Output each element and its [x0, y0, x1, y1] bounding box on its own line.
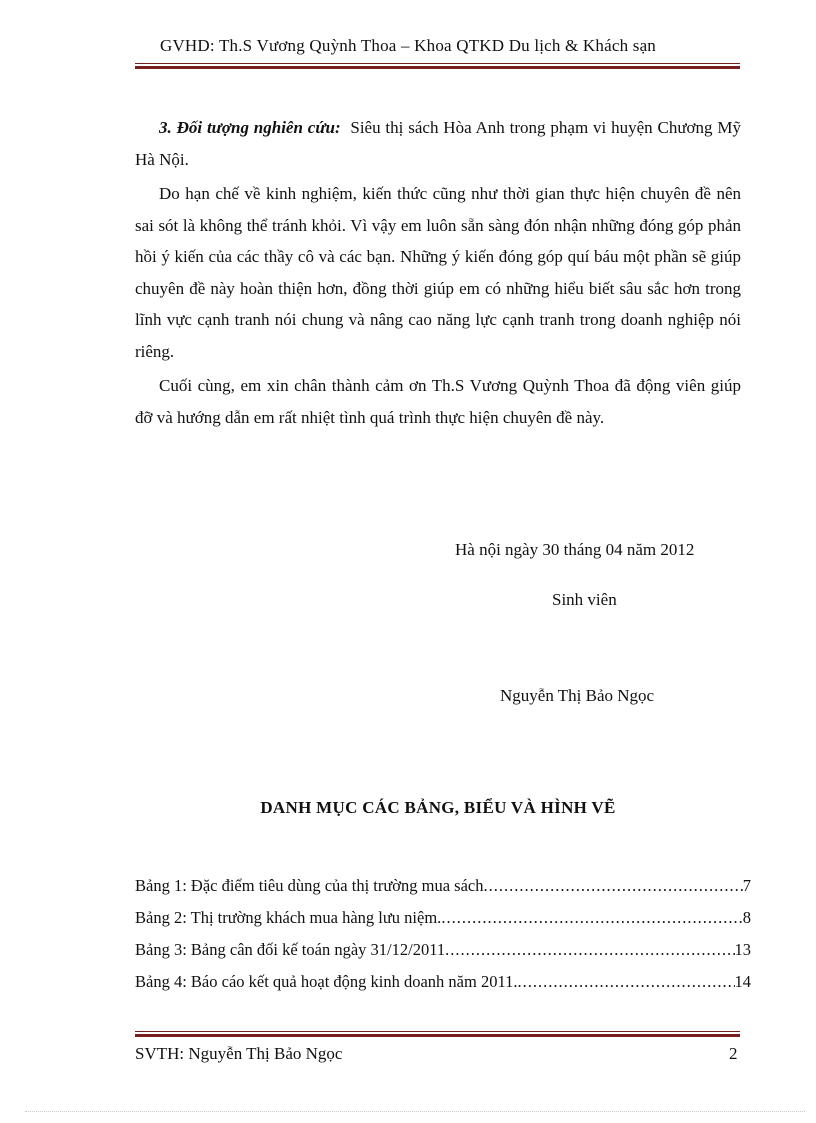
research-subject-paragraph: [135, 112, 741, 175]
page-header: GVHD: Th.S Vương Quỳnh Thoa – Khoa QTKD Du lịch & Khách sạn: [159, 36, 657, 55]
toc-item[interactable]: [135, 876, 751, 908]
toc-item-page: 14: [734, 972, 751, 991]
toc-item-page: 8: [742, 908, 751, 927]
header-divider: [135, 63, 740, 69]
signature-date: Hà nội ngày 30 tháng 04 năm 2012: [455, 540, 695, 559]
toc-item[interactable]: [135, 972, 751, 1004]
toc-item[interactable]: [135, 908, 751, 940]
toc-item-label: Bảng 2: Thị trường khách mua hàng lưu niệm.: [135, 908, 442, 927]
footer-author: SVTH: Nguyễn Thị Bảo Ngọc: [135, 1044, 343, 1063]
signature-name: Nguyễn Thị Bảo Ngọc: [500, 686, 655, 705]
toc-item-page: 7: [742, 876, 751, 895]
limitations-paragraph: Do hạn chế về kinh nghiệm, kiến thức cũng như thời gian thực hiện chuyên đề nên sai sót là không thể tránh khỏi. Vì vậy em luôn sẵn sàng đón nhận những đóng góp phản hồi ý kiến của các thầy cô và các bạn. Những ý kiến đóng góp quí báu một phần sẽ giúp chuyên đề này hoàn thiện hơn, đồng thời giúp em có những hiểu biết sâu sắc hơn trong lĩnh vực cạnh tranh nói chung và nâng cao năng lực cạnh tranh trong doanh nghiệp nói riêng.: [135, 184, 741, 361]
toc-item-label: Bảng 1: Đặc điểm tiêu dùng của thị trường mua sách: [135, 876, 484, 895]
toc-title: DANH MỤC CÁC BẢNG, BIỂU VÀ HÌNH VẼ: [260, 798, 616, 817]
toc-item-label: Bảng 4: Báo cáo kết quả hoạt động kinh doanh năm 2011.: [135, 972, 518, 991]
body-text: [135, 112, 741, 436]
toc-item-page: 13: [734, 940, 751, 959]
signature-role: Sinh viên: [552, 590, 617, 609]
acknowledgement-paragraph: Cuối cùng, em xin chân thành cảm ơn Th.S Vương Quỳnh Thoa đã động viên giúp đỡ và hướng dẫn em rất nhiệt tình quá trình thực hiện chuyên đề này.: [135, 376, 741, 427]
research-subject-text: Siêu thị sách Hòa Anh trong phạm vi huyện Chương Mỹ Hà Nội.: [135, 118, 742, 169]
table-of-contents: [135, 876, 751, 1004]
toc-leader: [445, 940, 734, 960]
toc-item-label: Bảng 3: Bảng cân đối kế toán ngày 31/12/2011: [135, 940, 446, 959]
toc-leader: [441, 908, 742, 928]
toc-leader: [517, 972, 734, 992]
page-number: 2: [729, 1044, 738, 1063]
toc-item[interactable]: [135, 940, 751, 972]
footer-divider: [135, 1031, 740, 1037]
toc-leader: [484, 876, 743, 896]
page-break-line: [25, 1111, 805, 1112]
research-subject-label: 3. Đối tượng nghiên cứu:: [159, 118, 341, 137]
